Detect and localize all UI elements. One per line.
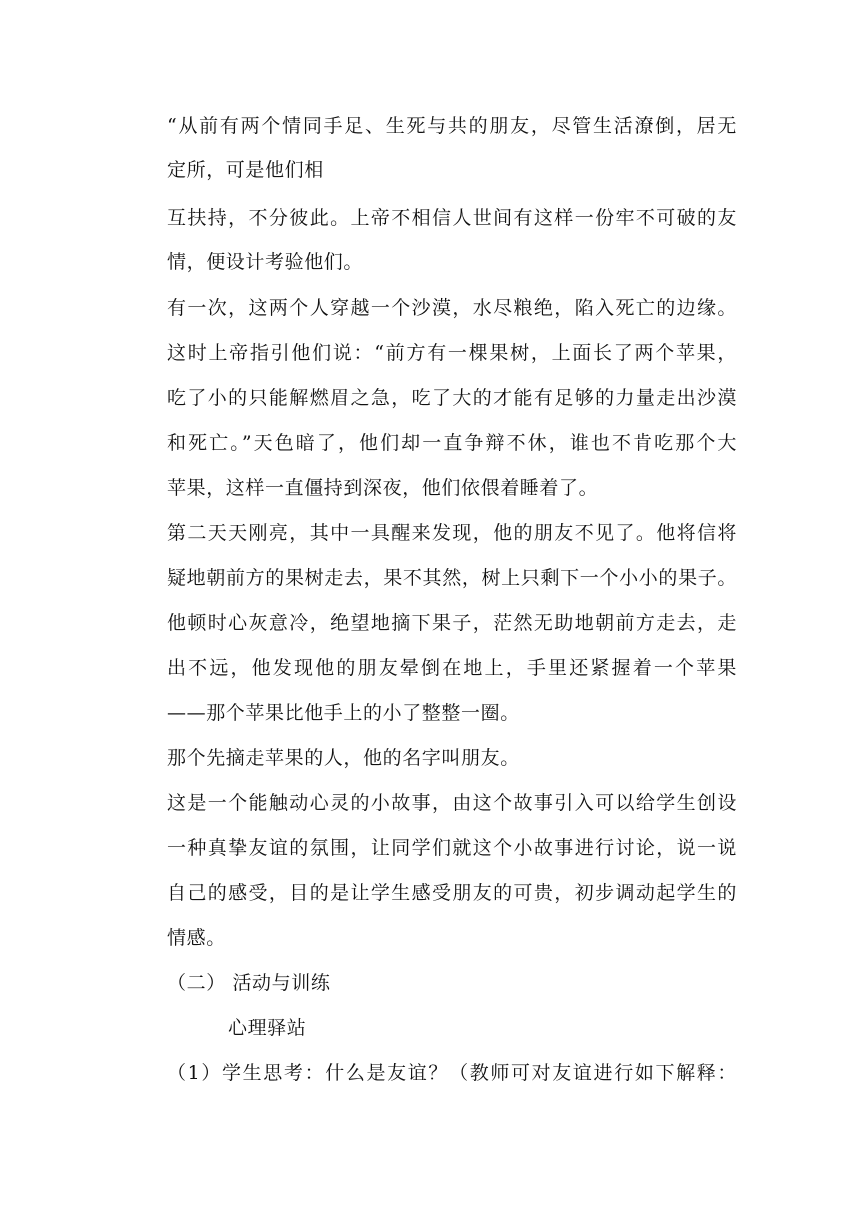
text-line: 情，便设计考验他们。: [167, 251, 364, 273]
text-line: 情感。: [167, 927, 226, 949]
text-line: 一种真挚友谊的氛围，让同学们就这个小故事进行讨论，说一说: [167, 837, 737, 859]
text-line: 有一次，这两个人穿越一个沙漠，水尽粮绝，陷入死亡的边缘。: [167, 297, 737, 319]
text-line: （1）学生思考：什么是友谊？（教师可对友谊进行如下解释：: [167, 1062, 737, 1084]
text-line: 苹果，这样一直僵持到深夜，他们依偎着睡着了。: [167, 477, 599, 499]
text-line: 出不远，他发现他的朋友晕倒在地上，手里还紧握着一个苹果: [167, 657, 737, 679]
section-heading: （二） 活动与训练: [167, 972, 331, 994]
text-line: “从前有两个情同手足、生死与共的朋友，尽管生活潦倒，居无: [167, 115, 737, 137]
text-line: 第二天天刚亮，其中一具醒来发现，他的朋友不见了。他将信将: [167, 522, 737, 544]
text-line: 那个先摘走苹果的人，他的名字叫朋友。: [167, 747, 520, 769]
text-line: 互扶持，不分彼此。上帝不相信人世间有这样一份牢不可破的友: [167, 207, 737, 229]
text-line: ——那个苹果比他手上的小了整整一圈。: [167, 702, 520, 724]
text-line: 吃了小的只能解燃眉之急，吃了大的才能有足够的力量走出沙漠: [167, 387, 737, 409]
text-line: 这是一个能触动心灵的小故事，由这个故事引入可以给学生创设: [167, 792, 737, 814]
text-line: 和死亡。”天色暗了，他们却一直争辩不休，谁也不肯吃那个大: [167, 432, 737, 454]
text-line: 他顿时心灰意冷，绝望地摘下果子，茫然无助地朝前方走去，走: [167, 612, 737, 634]
subsection-heading: 心理驿站: [228, 1017, 307, 1039]
text-line: 这时上帝指引他们说：“前方有一棵果树，上面长了两个苹果，: [167, 342, 737, 364]
text-line: 疑地朝前方的果树走去，果不其然，树上只剩下一个小小的果子。: [167, 567, 737, 589]
text-line: 定所，可是他们相: [167, 159, 324, 181]
text-line: 自己的感受，目的是让学生感受朋友的可贵，初步调动起学生的: [167, 882, 737, 904]
